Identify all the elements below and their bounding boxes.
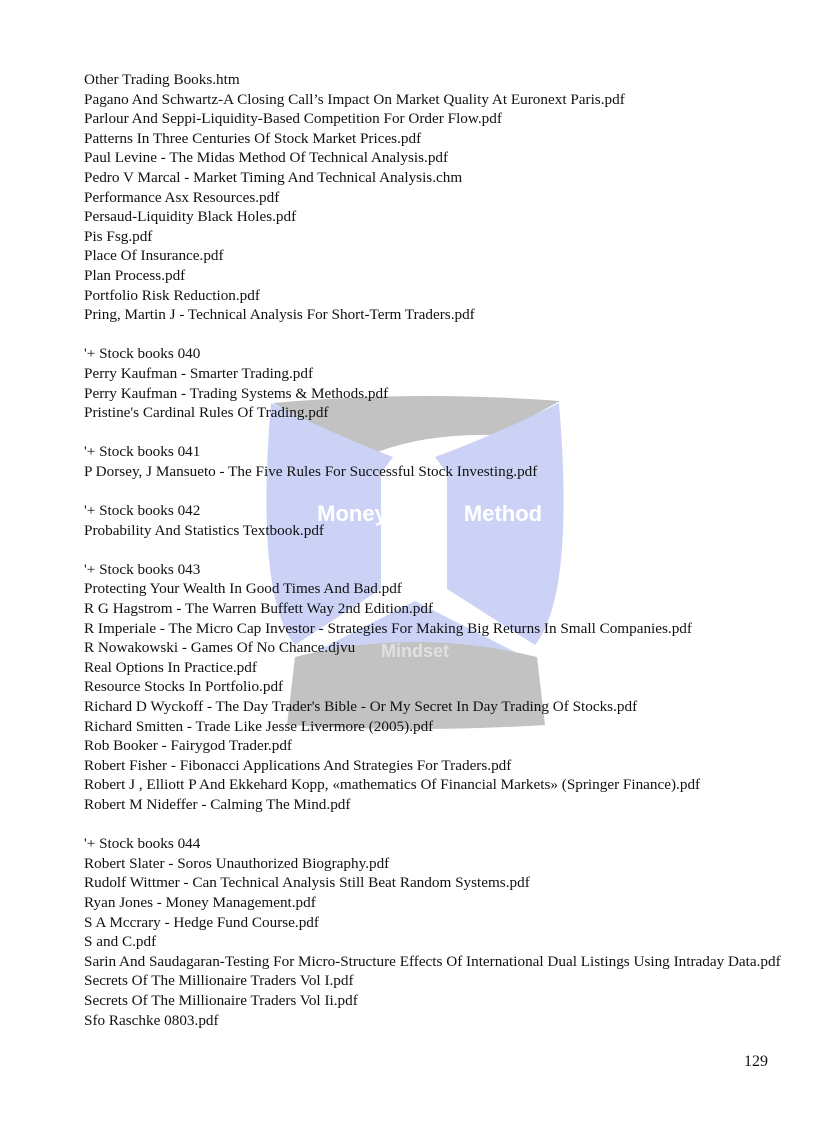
list-item: Perry Kaufman - Smarter Trading.pdf (84, 364, 314, 382)
list-item: Rudolf Wittmer - Can Technical Analysis Still Beat Random Systems.pdf (84, 874, 530, 892)
block-spacer (84, 325, 784, 345)
section-heading: '+ Stock books 040 (84, 345, 201, 363)
list-item: Portfolio Risk Reduction.pdf (84, 286, 260, 304)
list-item: Secrets Of The Millionaire Traders Vol I.pdf (84, 972, 354, 990)
list-item: Sfo Raschke 0803.pdf (84, 1011, 219, 1029)
list-item: Robert J , Elliott P And Ekkehard Kopp, «mathematics Of Financial Markets» (Springer Finance).pdf (84, 776, 701, 794)
list-item: Performance Asx Resources.pdf (84, 188, 280, 206)
watermark-word-bottom: Mindset (380, 641, 450, 661)
list-item: Patterns In Three Centuries Of Stock Market Prices.pdf (84, 129, 422, 147)
section-heading: '+ Stock books 044 (84, 835, 201, 853)
list-item: S A Mccrary - Hedge Fund Course.pdf (84, 913, 319, 931)
list-block (84, 442, 784, 481)
section-heading: '+ Stock books 041 (84, 443, 201, 461)
list-item: Protecting Your Wealth In Good Times And Bad.pdf (84, 580, 402, 598)
list-item: Parlour And Seppi-Liquidity-Based Competition For Order Flow.pdf (84, 110, 502, 128)
list-item: Resource Stocks In Portfolio.pdf (84, 678, 284, 696)
watermark-word-left: Money (317, 501, 387, 526)
list-item: Other Trading Books.htm (84, 71, 240, 88)
list-item: Robert Fisher - Fibonacci Applications And Strategies For Traders.pdf (84, 756, 512, 774)
list-item: S and C.pdf (84, 933, 157, 951)
list-item: Probability And Statistics Textbook.pdf (84, 521, 324, 539)
list-item: Richard D Wyckoff - The Day Trader's Bible - Or My Secret In Day Trading Of Stocks.pdf (84, 698, 638, 715)
list-item: Sarin And Saudagaran-Testing For Micro-Structure Effects Of International Dual Listings Using Intraday Data.pdf (84, 952, 781, 970)
section-heading: '+ Stock books 042 (84, 502, 201, 520)
list-item: Robert Slater - Soros Unauthorized Biography.pdf (84, 854, 390, 872)
list-item: Plan Process.pdf (84, 266, 186, 284)
list-block (84, 70, 784, 325)
list-item: Pring, Martin J - Technical Analysis For Short-Term Traders.pdf (84, 306, 475, 324)
block-spacer (84, 481, 784, 501)
list-item: Place Of Insurance.pdf (84, 247, 224, 265)
list-item: R G Hagstrom - The Warren Buffett Way 2nd Edition.pdf (84, 600, 434, 618)
list-item: Paul Levine - The Midas Method Of Technical Analysis.pdf (84, 149, 449, 167)
list-item: Richard Smitten - Trade Like Jesse Livermore (2005).pdf (84, 717, 434, 735)
list-item: Real Options In Practice.pdf (84, 658, 257, 676)
list-item: Perry Kaufman - Trading Systems & Methods.pdf (84, 384, 389, 402)
list-item: R Nowakowski - Games Of No Chance.djvu (84, 639, 356, 657)
list-item: Robert M Nideffer - Calming The Mind.pdf (84, 795, 351, 813)
list-item: Pristine's Cardinal Rules Of Trading.pdf (84, 404, 329, 422)
list-item: R Imperiale - The Micro Cap Investor - Strategies For Making Big Returns In Small Companies.pdf (84, 619, 692, 637)
list-block (84, 560, 784, 815)
watermark-word-right: Method (463, 501, 543, 526)
list-item: P Dorsey, J Mansueto - The Five Rules For Successful Stock Investing.pdf (84, 462, 538, 480)
list-item: Pagano And Schwartz-A Closing Call’s Impact On Market Quality At Euronext Paris.pdf (84, 90, 625, 108)
list-item: Pis Fsg.pdf (84, 227, 153, 245)
list-item: Persaud-Liquidity Black Holes.pdf (84, 208, 297, 226)
page-number: 129 (744, 1053, 768, 1070)
block-spacer (84, 540, 784, 560)
list-item: Ryan Jones - Money Management.pdf (84, 893, 316, 911)
list-block (84, 501, 784, 540)
list-item: Pedro V Marcal - Market Timing And Technical Analysis.chm (84, 168, 463, 186)
list-block (84, 344, 784, 422)
book-list (84, 70, 784, 1030)
list-block (84, 834, 784, 1030)
section-heading: '+ Stock books 043 (84, 560, 201, 578)
list-item: Secrets Of The Millionaire Traders Vol Ii.pdf (84, 991, 358, 1009)
block-spacer (84, 423, 784, 443)
list-item: Rob Booker - Fairygod Trader.pdf (84, 737, 292, 755)
block-spacer (84, 815, 784, 835)
